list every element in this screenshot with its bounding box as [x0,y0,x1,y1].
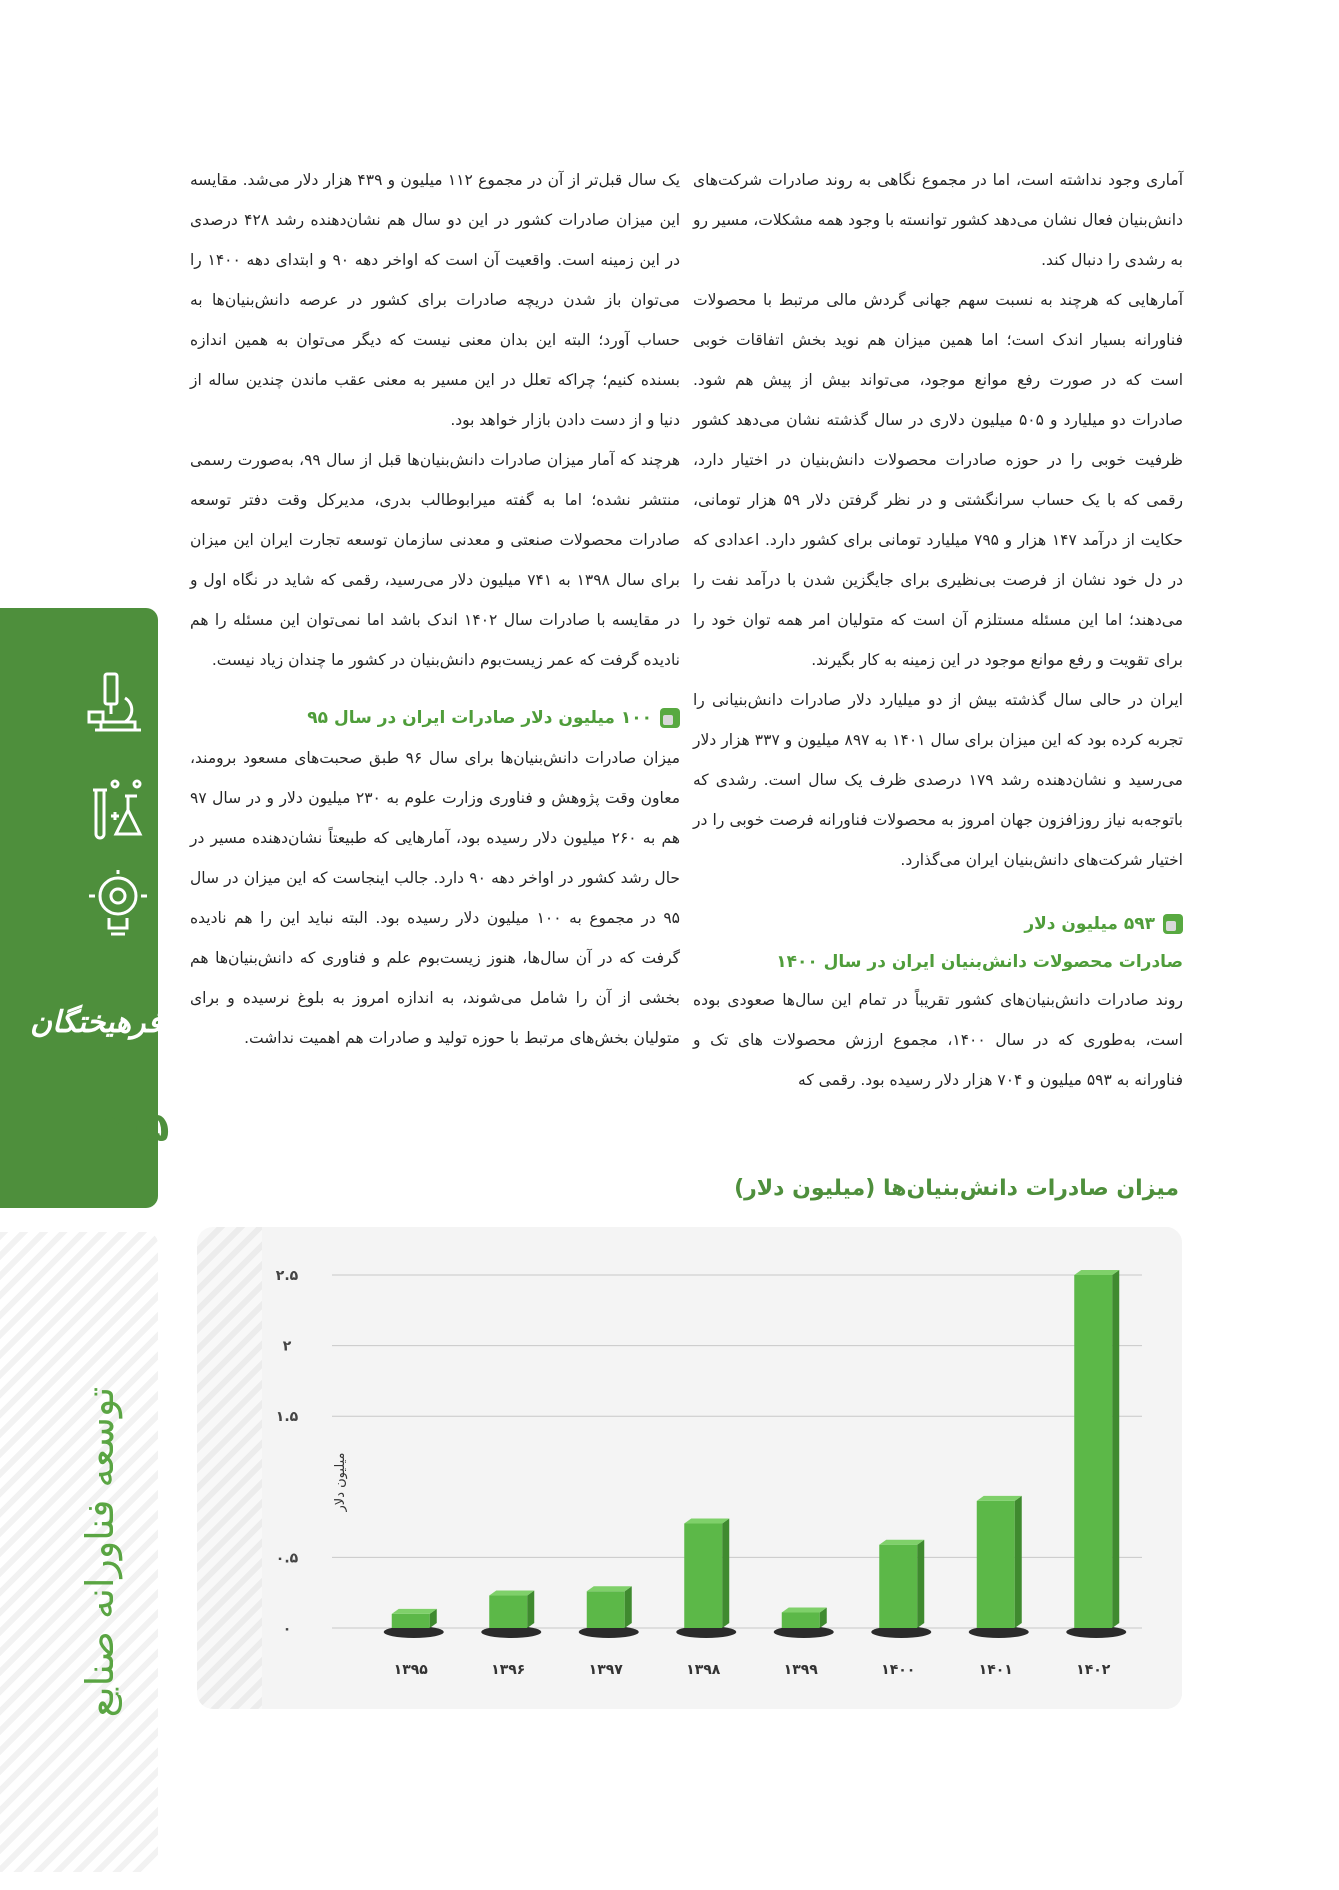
article-column-right [693,160,1183,1100]
paragraph: میزان صادرات دانش‌بنیان‌ها برای سال ۹۶ طبق صحبت‌های مسعود برومند، معاون وقت پژوهش و فناوری وزارت علوم به ۲۳۰ میلیون دلار و در سال ۹۷ هم به ۲۶۰ میلیون دلار رسیده بود، آمارهایی که طبیعتاً نشان‌دهنده مسیر در حال رشد کشور در اواخر دهه ۹۰ دارد. جالب اینجاست که این میزان در سال ۹۵ در مجموع به ۱۰۰ میلیون دلار رسیده بود. البته نباید این را هم نادیده گرفت که در آن سال‌ها، هنوز زیست‌بوم علم و فناوری که دانش‌بنیان‌ها هم بخشی از آن را شامل می‌شوند، به اندازه امروز به بلوغ نرسیده و برای متولیان بخش‌های مرتبط با حوزه تولید و صادرات هم اهمیت نداشت. [190,749,681,1047]
y-tick-label: ۱.۵ [275,1409,299,1426]
bar-chart [262,1227,1182,1709]
section-subheading: صادرات محصولات دانش‌بنیان ایران در سال ۱۴۰۰ [776,952,1183,972]
x-tick-label: ۱۴۰۰ [881,1662,916,1678]
section-bullet-icon [660,708,680,728]
x-tick-label: ۱۳۹۸ [686,1662,721,1678]
paragraph: یک سال قبل‌تر از آن در مجموع ۱۱۲ میلیون و ۴۳۹ هزار دلار می‌شد. مقایسه این میزان صادرات کشور در این دو سال هم نشان‌دهنده رشد ۴۲۸ درصدی در این زمینه است. واقعیت آن است که اواخر دهه ۹۰ و ابتدای دهه ۱۴۰۰ را می‌توان باز شدن دریچه صادرات برای کشور در عرصه دانش‌بنیان‌ها به حساب آورد؛ البته این بدان معنی نیست که دیگر می‌توان به همین اندازه بسنده کنیم؛ چراکه تعلل در این مسیر به معنی عقب ماندن چندین ساله از دنیا و از دست دادن بازار خواهد بود. [190,171,681,429]
y-tick-label: ۲ [282,1338,292,1355]
section-title: توسعه فناورانه صنایع [78,1386,122,1718]
article-column-left [190,160,680,1058]
chart-title: میزان صادرات دانش‌بنیان‌ها (میلیون دلار) [734,1176,1179,1201]
x-tick-label: ۱۳۹۶ [491,1662,526,1678]
section-heading-text: ۵۹۳ میلیون دلار [1024,914,1155,934]
bar [684,1524,722,1628]
x-tick-label: ۱۳۹۹ [783,1662,818,1678]
x-tick-label: ۱۳۹۷ [588,1662,623,1678]
bar-top [879,1540,924,1545]
microscope-icon [85,668,151,740]
bar [1074,1275,1112,1628]
section-bullet-icon [1163,914,1183,934]
bar [392,1614,430,1628]
y-tick-label: ۰.۵ [275,1550,299,1567]
bar-side [722,1519,729,1628]
paragraph: آماری وجود نداشته است، اما در مجموع نگاهی به روند صادرات شرکت‌های دانش‌بنیان فعال نشان می‌دهد کشور توانسته با وجود همه مشکلات، مسیر رو به رشدی را دنبال کند. [693,171,1183,269]
x-tick-label: ۱۴۰۱ [978,1662,1013,1678]
section-heading [190,698,680,738]
x-tick-label: ۱۴۰۲ [1076,1662,1111,1678]
bar-top [587,1586,632,1591]
bar [489,1596,527,1628]
section-heading-text: ۱۰۰ میلیون دلار صادرات ایران در سال ۹۵ [307,708,652,728]
gear-bulb-icon [85,870,151,942]
bar [782,1612,820,1628]
bar-top [1074,1270,1119,1275]
bar-side [1015,1496,1022,1628]
brand-logo: فرهیختگان [30,1005,162,1040]
section-heading [693,904,1183,944]
bar [977,1501,1015,1628]
y-axis-label: میلیون دلار [333,1452,348,1512]
bar-top [489,1591,534,1596]
paragraph: ایران در حالی سال گذشته بیش از دو میلیارد دلار صادرات دانش‌بنیانی را تجربه کرده بود که این میزان برای سال ۱۴۰۱ به ۸۹۷ میلیون و ۳۳۷ هزار دلار می‌رسید و نشان‌دهنده رشد ۱۷۹ درصدی ظرف یک سال است. رشدی که باتوجه‌به نیاز روزافزون جهان امروز به محصولات فناورانه فرصت خوبی را در اختیار شرکت‌های دانش‌بنیان ایران می‌گذارد. [693,691,1183,869]
paragraph: هرچند که آمار میزان صادرات دانش‌بنیان‌ها قبل از سال ۹۹، به‌صورت رسمی منتشر نشده؛ اما به گفته میرابوطالب بدری، مدیرکل وقت دفتر توسعه صادرات محصولات صنعتی و معدنی سازمان توسعه تجارت ایران این میزان برای سال ۱۳۹۸ به ۷۴۱ میلیون دلار می‌رسید، رقمی که شاید در نگاه اول و در مقایسه با صادرات سال ۱۴۰۲ اندک باشد اما نمی‌توان این مسئله را هم نادیده گرفت که عمر زیست‌بوم دانش‌بنیان در کشور ما چندان زیاد نیست. [190,451,680,669]
page-number: ۳۰۵ [96,1105,170,1151]
bar-top [684,1519,729,1524]
bar [587,1591,625,1628]
bar-side [625,1586,632,1628]
bar-top [977,1496,1022,1501]
bar-side [1112,1270,1119,1628]
bar [879,1545,917,1628]
bar-side [527,1591,534,1628]
y-tick-label: ۰ [282,1621,292,1637]
paragraph: روند صادرات دانش‌بنیان‌های کشور تقریباً در تمام این سال‌ها صعودی بوده است، به‌طوری که در سال ۱۴۰۰، مجموع ارزش محصولات های تک و فناورانه به ۵۹۳ میلیون و ۷۰۴ هزار دلار رسیده بود. رقمی که [693,991,1183,1089]
bar-side [917,1540,924,1628]
x-tick-label: ۱۳۹۵ [393,1662,428,1678]
lab-flasks-icon [85,776,151,848]
bar-top [392,1609,437,1614]
paragraph: آمارهایی که هرچند به نسبت سهم جهانی گردش مالی مرتبط با محصولات فناورانه بسیار اندک است؛ اما همین میزان هم نوید بخش اتفاقات خوبی است که در صورت رفع موانع موجود، می‌تواند بیش از پیش هم شود. صادرات دو میلیارد و ۵۰۵ میلیون دلاری در سال گذشته نشان می‌دهد کشور ظرفیت خوبی را در حوزه صادرات محصولات دانش‌بنیان در اختیار دارد، رقمی که با یک حساب سرانگشتی و در نظر گرفتن دلار ۵۹ هزار تومانی، حکایت از درآمد ۱۴۷ هزار و ۷۹۵ میلیارد تومانی برای کشور دارد. اعدادی که در دل خود نشان از فرصت بی‌نظیری برای جایگزین شدن با درآمد نفت را می‌دهند؛ اما این مسئله مستلزم آن است که متولیان امر همه توان خود را برای تقویت و رفع موانع موجود در این زمینه به کار بگیرند. [693,291,1183,669]
y-tick-label: ۲.۵ [275,1268,299,1284]
bar-top [782,1607,827,1612]
